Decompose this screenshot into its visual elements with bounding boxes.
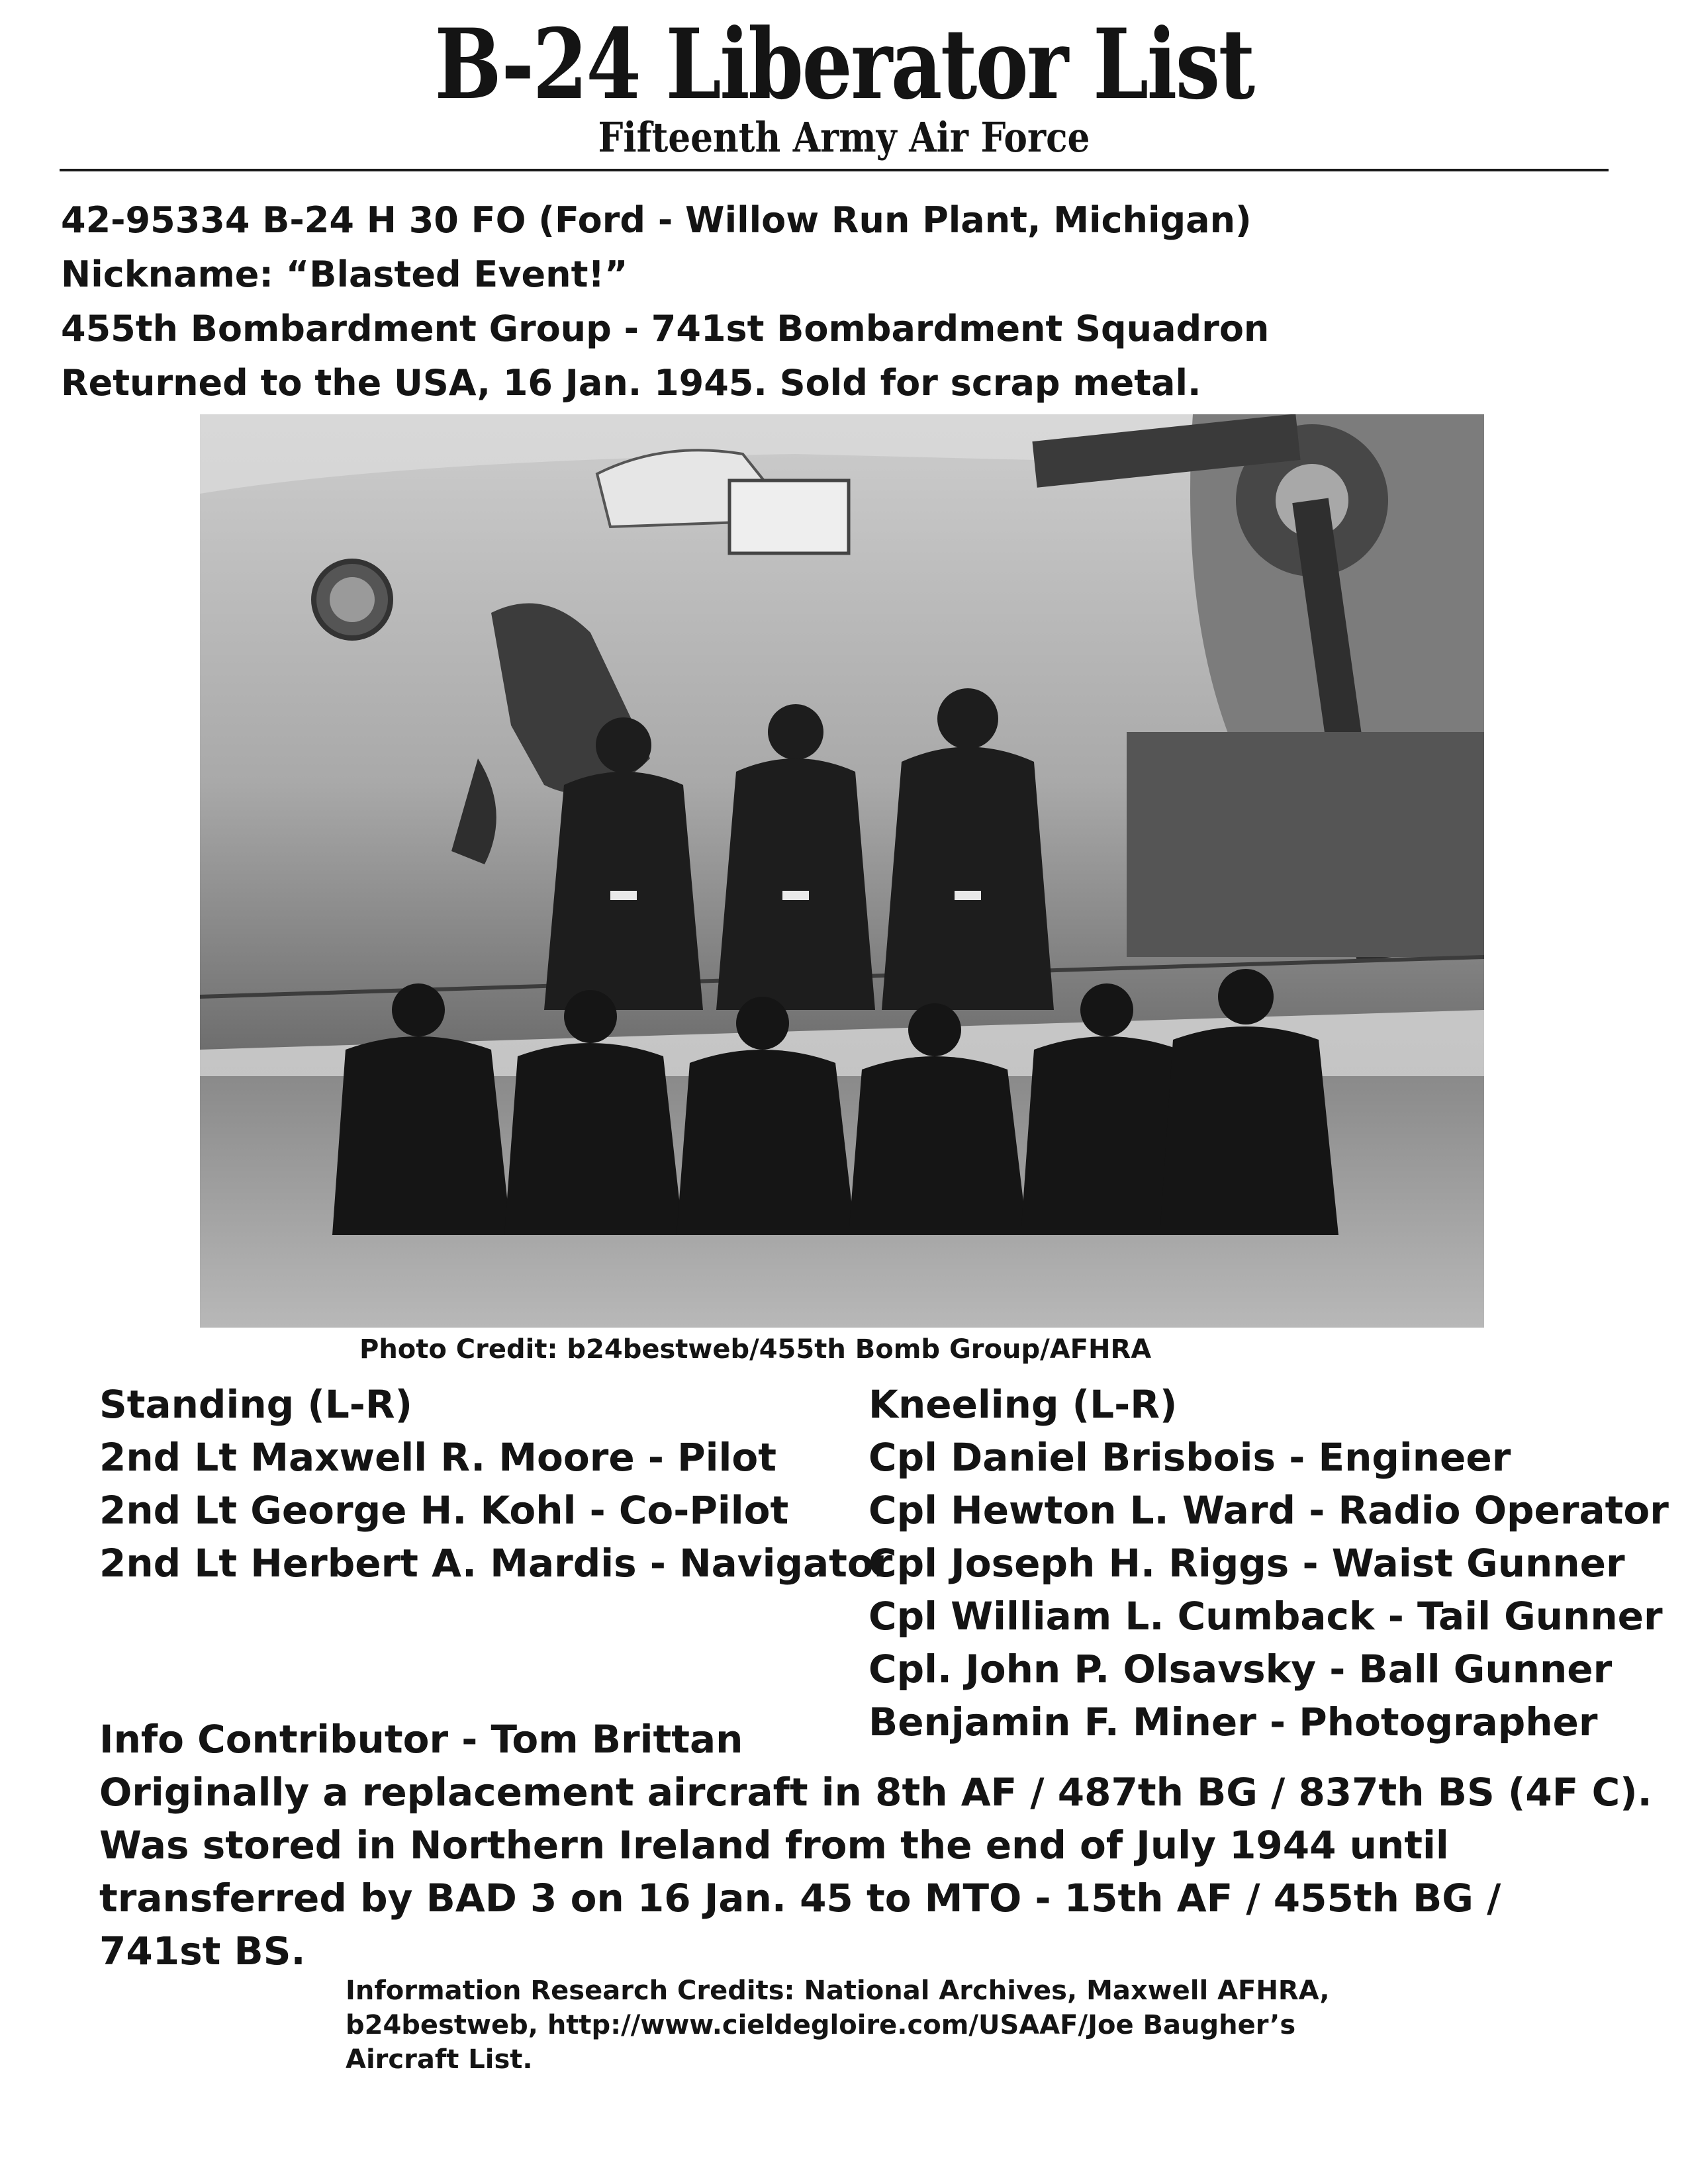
photo-credit: Photo Credit: b24bestweb/455th Bomb Group/AFHRA — [359, 1334, 1152, 1365]
crew-member: Cpl Hewton L. Ward - Radio Operator — [868, 1488, 1669, 1533]
crew-member: Cpl Joseph H. Riggs - Waist Gunner — [868, 1541, 1625, 1586]
research-credits — [346, 1974, 1405, 2077]
aircraft-nickname: Nickname: “Blasted Event!” — [61, 253, 628, 295]
kneeling-heading: Kneeling (L-R) — [868, 1382, 1178, 1427]
kneeling-crew-list — [868, 1378, 1669, 1749]
aircraft-fate: Returned to the USA, 16 Jan. 1945. Sold for scrap metal. — [61, 362, 1201, 404]
title-divider — [60, 169, 1609, 171]
crew-member: Cpl. John P. Olsavsky - Ball Gunner — [868, 1647, 1613, 1692]
history-line: Originally a replacement aircraft in 8th AF / 487th BG / 837th BS (4F C). — [99, 1770, 1652, 1815]
crew-member: Cpl Daniel Brisbois - Engineer — [868, 1435, 1511, 1480]
research-line: Aircraft List. — [346, 2044, 533, 2075]
crew-member: Cpl William L. Cumback - Tail Gunner — [868, 1594, 1663, 1639]
standing-crew-list — [99, 1378, 892, 1590]
research-line: Information Research Credits: National Archives, Maxwell AFHRA, — [346, 1976, 1330, 2006]
history-line: Was stored in Northern Ireland from the end of July 1944 until — [99, 1823, 1449, 1868]
research-line: b24bestweb, http://www.cieldegloire.com/USAAF/Joe Baugher’s — [346, 2010, 1296, 2040]
standing-heading: Standing (L-R) — [99, 1382, 413, 1427]
aircraft-serial-line: 42-95334 B-24 H 30 FO (Ford - Willow Run Plant, Michigan) — [61, 199, 1252, 241]
aircraft-unit: 455th Bombardment Group - 741st Bombardment Squadron — [61, 308, 1270, 349]
crew-member: 2nd Lt Herbert A. Mardis - Navigator — [99, 1541, 893, 1586]
page-title: B-24 Liberator List — [434, 8, 1254, 121]
crew-photo — [200, 414, 1484, 1328]
crew-member: 2nd Lt Maxwell R. Moore - Pilot — [99, 1435, 776, 1480]
crew-member: Benjamin F. Miner - Photographer — [868, 1700, 1598, 1745]
page-subtitle: Fifteenth Army Air Force — [598, 113, 1090, 161]
history-line: 741st BS. — [99, 1929, 306, 1974]
crew-member: 2nd Lt George H. Kohl - Co-Pilot — [99, 1488, 789, 1533]
history-line: transferred by BAD 3 on 16 Jan. 45 to MTO - 15th AF / 455th BG / — [99, 1876, 1501, 1921]
history-notes — [99, 1713, 1652, 1978]
info-contributor: Info Contributor - Tom Brittan — [99, 1717, 743, 1762]
aircraft-details — [61, 193, 1650, 410]
